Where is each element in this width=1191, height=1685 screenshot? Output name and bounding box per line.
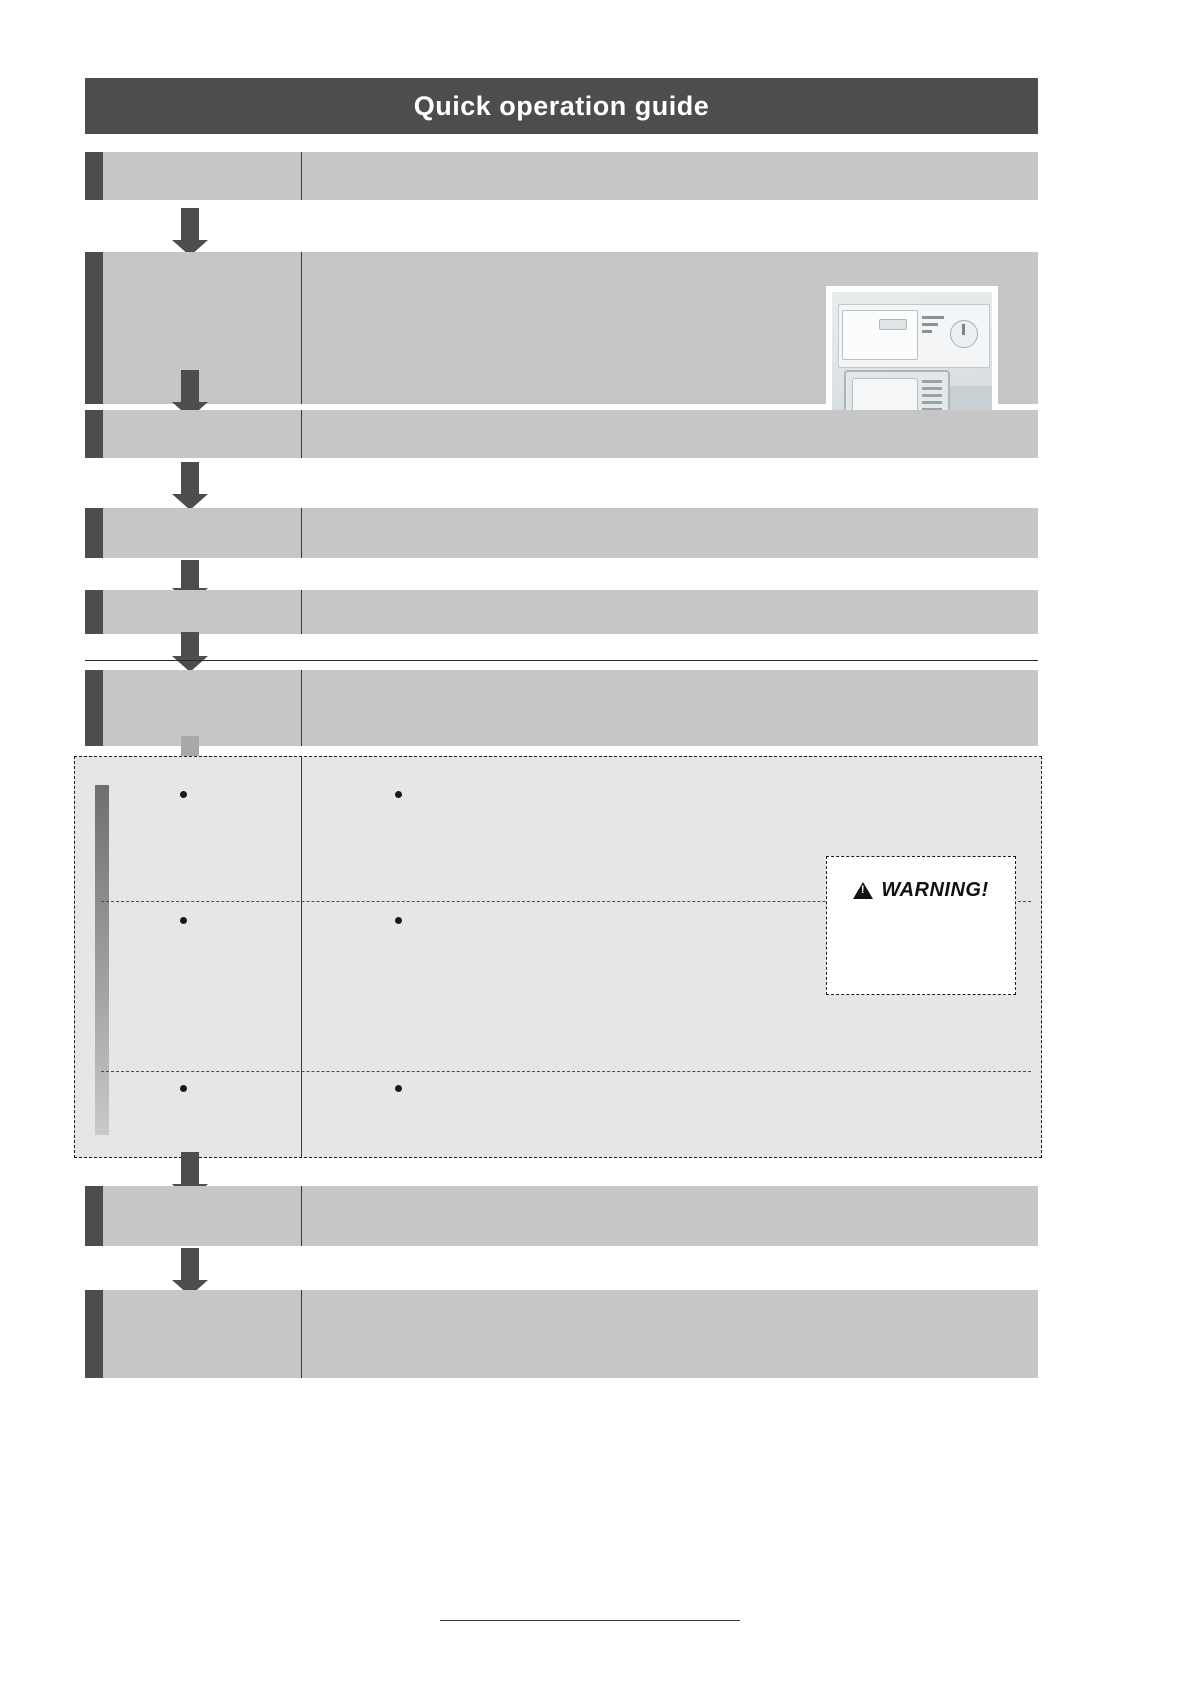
column-divider <box>301 1186 302 1246</box>
step-marker-8 <box>85 1290 103 1378</box>
step-8-right <box>311 1290 1032 1378</box>
step-3-right <box>311 410 1032 458</box>
step-row-5 <box>85 590 1038 634</box>
flow-arrow-8 <box>172 1248 208 1296</box>
step-marker-5 <box>85 590 103 634</box>
bullet-icon <box>395 1085 402 1092</box>
step-marker-7 <box>85 1186 103 1246</box>
step-5-right <box>311 590 1032 634</box>
warning-triangle-icon <box>853 882 873 899</box>
column-divider <box>301 152 302 200</box>
step-marker-4 <box>85 508 103 558</box>
footer-rule <box>440 1620 740 1621</box>
step-row-7 <box>85 1186 1038 1246</box>
column-divider <box>301 410 302 458</box>
step-marker-3 <box>85 410 103 458</box>
step-marker-2 <box>85 252 103 404</box>
warning-label: WARNING! <box>881 879 989 901</box>
bullet-icon <box>180 1085 187 1092</box>
column-divider <box>301 508 302 558</box>
step-8-left <box>103 1290 301 1378</box>
step-3-left <box>103 410 301 458</box>
flow-arrow-1 <box>172 208 208 256</box>
step-row-6 <box>85 670 1038 746</box>
step-6-right <box>311 670 1032 746</box>
column-divider <box>301 1290 302 1378</box>
step-row-3 <box>85 410 1038 458</box>
step-4-right <box>311 508 1032 558</box>
note-row-3 <box>75 1071 1041 1155</box>
bullet-icon <box>180 917 187 924</box>
bullet-icon <box>395 917 402 924</box>
step-marker-6 <box>85 670 103 746</box>
flow-arrow-3 <box>172 462 208 510</box>
step-7-left <box>103 1186 301 1246</box>
step-row-1 <box>85 152 1038 200</box>
step-5-left <box>103 590 301 634</box>
step-6-left <box>103 670 301 746</box>
section-separator <box>85 660 1038 661</box>
bullet-icon <box>180 791 187 798</box>
step-1-left <box>103 152 301 200</box>
step-1-right <box>311 152 1032 200</box>
step-row-4 <box>85 508 1038 558</box>
column-divider <box>301 252 302 404</box>
step-marker-1 <box>85 152 103 200</box>
flow-arrow-5 <box>172 632 208 672</box>
note-divider <box>101 1071 1031 1072</box>
warning-box <box>826 856 1016 995</box>
warning-header <box>827 879 1015 902</box>
step-7-right <box>311 1186 1032 1246</box>
step-row-8 <box>85 1290 1038 1378</box>
bullet-icon <box>395 791 402 798</box>
page-title-bar <box>85 78 1038 134</box>
column-divider <box>301 590 302 634</box>
page-title: Quick operation guide <box>413 90 710 121</box>
column-divider <box>301 670 302 746</box>
step-4-left <box>103 508 301 558</box>
